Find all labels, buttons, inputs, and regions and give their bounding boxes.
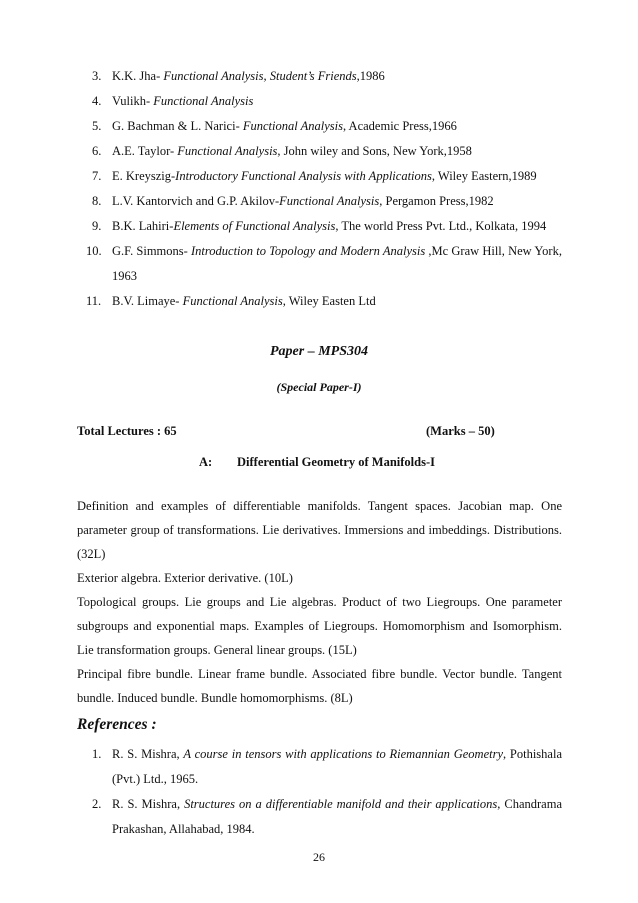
- reference-number: 1.: [92, 747, 102, 761]
- syllabus-paragraph: Principal fibre bundle. Linear frame bundle. Associated fibre bundle. Vector bundle. Tangent bundle. Induced bundle. Bundle homomorphisms. (8L): [77, 667, 562, 705]
- reference-publisher: ,Mc Graw Hill, New York, 1963: [112, 244, 562, 283]
- reference-number: 11.: [86, 294, 102, 308]
- functional-analysis-reference-list: [86, 64, 562, 314]
- reference-author: E. Kreyszig-: [112, 169, 176, 183]
- reference-item: [86, 239, 562, 289]
- reference-publisher: , Wiley Easten Ltd: [282, 294, 376, 308]
- reference-item: [92, 114, 562, 139]
- reference-title: Functional Analysis: [279, 194, 380, 208]
- reference-title: Functional Analysis: [182, 294, 283, 308]
- reference-number: 8.: [92, 194, 102, 208]
- reference-item: [92, 189, 562, 214]
- reference-item: [92, 164, 562, 189]
- reference-number: 9.: [92, 219, 102, 233]
- paper-title: Paper – MPS304: [270, 344, 368, 359]
- reference-author: G.F. Simmons-: [112, 244, 191, 258]
- reference-item: [92, 64, 562, 89]
- syllabus-body: [77, 494, 562, 710]
- reference-author: A.E. Taylor-: [112, 144, 178, 158]
- reference-publisher: , Academic Press,1966: [342, 119, 457, 133]
- syllabus-paragraph: Exterior algebra. Exterior derivative. (10L): [77, 571, 293, 585]
- reference-author: R. S. Mishra,: [112, 747, 184, 761]
- reference-item: [92, 89, 562, 114]
- reference-number: 5.: [92, 119, 102, 133]
- reference-author: G. Bachman & L. Narici-: [112, 119, 243, 133]
- reference-publisher: , Pergamon Press,1982: [379, 194, 494, 208]
- reference-title: Functional Analysis: [242, 119, 343, 133]
- reference-title: Introduction to Topology and Modern Analysis: [191, 244, 426, 258]
- reference-publisher: , Pothishala (Pvt.) Ltd., 1965.: [112, 747, 562, 786]
- reference-title: Elements of Functional Analysis: [173, 219, 336, 233]
- page-number: 26: [313, 850, 325, 864]
- reference-number: 6.: [92, 144, 102, 158]
- reference-item: [92, 792, 562, 842]
- syllabus-paragraph: Definition and examples of differentiable manifolds. Tangent spaces. Jacobian map. One parameter group of transformations. Lie derivatives. Immersions and imbeddings. Distributions. (32L): [77, 499, 562, 561]
- section-heading: [199, 455, 435, 470]
- reference-author: R. S. Mishra,: [112, 797, 185, 811]
- reference-item: [92, 139, 562, 164]
- total-lectures: Total Lectures : 65: [77, 424, 177, 438]
- reference-publisher: , John wiley and Sons, New York,1958: [277, 144, 472, 158]
- reference-number: 4.: [92, 94, 102, 108]
- reference-publisher: , Wiley Eastern,1989: [431, 169, 537, 183]
- reference-author: L.V. Kantorvich and G.P. Akilov-: [112, 194, 280, 208]
- paper-subtitle: (Special Paper-I): [276, 380, 362, 394]
- reference-item: [92, 742, 562, 792]
- manifolds-reference-list: [92, 742, 562, 842]
- reference-title: Functional Analysis: [177, 144, 278, 158]
- reference-author: B.V. Limaye-: [112, 294, 183, 308]
- section-title: Differential Geometry of Manifolds-I: [237, 455, 435, 469]
- reference-number: 3.: [92, 69, 102, 83]
- reference-number: 7.: [92, 169, 102, 183]
- reference-number: 2.: [92, 797, 102, 811]
- reference-author: K.K. Jha-: [112, 69, 164, 83]
- reference-number: 10.: [86, 244, 102, 258]
- marks: (Marks – 50): [426, 424, 495, 438]
- reference-title: Introductory Functional Analysis with Applications: [175, 169, 432, 183]
- references-heading: References :: [77, 716, 157, 733]
- reference-title: A course in tensors with applications to Riemannian Geometry: [183, 747, 503, 761]
- reference-title: Functional Analysis: [153, 94, 254, 108]
- reference-title: Structures on a differentiable manifold and their applications: [184, 797, 498, 811]
- reference-author: Vulikh-: [112, 94, 154, 108]
- reference-item: [92, 214, 562, 239]
- reference-publisher: , The world Press Pvt. Ltd., Kolkata, 1994: [335, 219, 547, 233]
- reference-title: Functional Analysis, Student’s Friends: [163, 69, 357, 83]
- section-label: A:: [199, 455, 213, 469]
- reference-author: B.K. Lahiri-: [112, 219, 174, 233]
- reference-item: [86, 289, 562, 314]
- reference-publisher: , Chandrama Prakashan, Allahabad, 1984.: [112, 797, 562, 836]
- reference-publisher: ,1986: [356, 69, 385, 83]
- syllabus-paragraph: Topological groups. Lie groups and Lie algebras. Product of two Liegroups. One parameter subgroups and exponential maps. Examples of Liegroups. Homomorphism and Isomorphism. Lie transformation groups. General linear groups. (15L): [77, 595, 562, 657]
